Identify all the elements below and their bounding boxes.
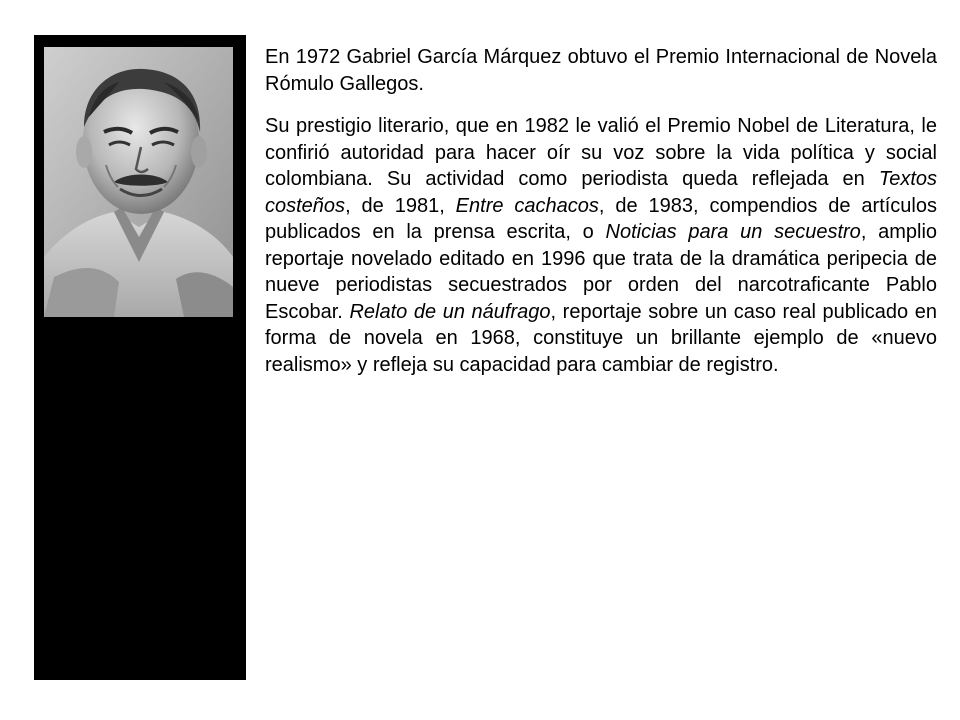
book-title-textos-costenos: Textos costeños — [265, 168, 937, 217]
paragraph-2-part-5: , reportaje sobre un caso real publicado en forma de novela en 1968, constituye un brillante ejemplo de «nuevo realismo» y refleja su capacidad para cambiar de registro. — [265, 300, 937, 376]
paragraph-2-part-3: , de 1983, compendios de artículos publicados en la prensa escrita, o — [265, 194, 937, 243]
book-title-relato-de-un-naufrago: Relato de un náufrago — [349, 300, 551, 323]
book-title-entre-cachacos: Entre cachacos — [455, 194, 599, 217]
book-title-noticias-para-un-secuestro: Noticias para un secuestro — [605, 221, 861, 243]
article-text — [265, 44, 937, 378]
author-portrait — [44, 47, 233, 317]
paragraph-2-part-2: , de 1981, — [345, 194, 456, 217]
paragraph-1 — [265, 44, 937, 97]
paragraph-2-part-1: Su prestigio literario, que en 1982 le valió el Premio Nobel de Literatura, le confirió autoridad para hacer oír su voz sobre la vida política y social colombiana. Su actividad como periodista queda reflejada en — [265, 115, 937, 190]
paragraph-1-text: En 1972 Gabriel García Márquez obtuvo el Premio Internacional de Novela Rómulo Gallegos. — [265, 46, 937, 95]
paragraph-2 — [265, 113, 937, 378]
portrait-image — [44, 47, 233, 317]
paragraph-2-part-4: , amplio reportaje novelado editado en 1996 que trata de la dramática peripecia de nueve periodistas secuestrados por orden del narcotraficante Pablo Escobar. — [265, 221, 938, 323]
